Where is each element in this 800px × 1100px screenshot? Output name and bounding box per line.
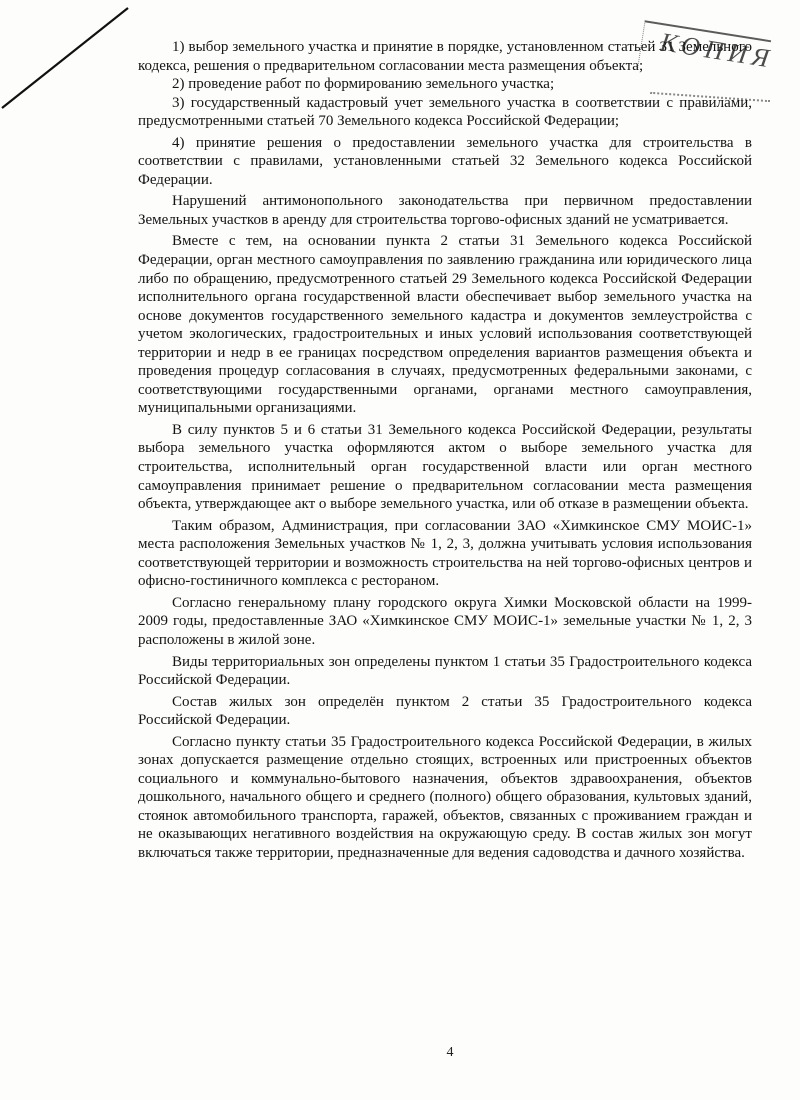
scan-corner-mark bbox=[0, 0, 140, 120]
document-body bbox=[138, 38, 752, 863]
paragraph-administration: Таким образом, Администрация, при согласовании ЗАО «Химкинское СМУ МОИС-1» места расположения Земельных участков № 1, 2, 3, должна учитывать условия использования соответствующей территории и возможность строительства на ней торгово-офисных центров и офисно-гостиничного комплекса с рестораном. bbox=[138, 517, 752, 590]
list-item-2: 2) проведение работ по формированию земельного участка; bbox=[172, 76, 555, 93]
paragraph-article-31-p2: Вместе с тем, на основании пункта 2 статьи 31 Земельного кодекса Российской Федерации, орган местного самоуправления по заявлению гражданина или юридического лица либо по обращению, предусмотренного статьей 29 Земельного кодекса Российской Федерации исполнительного органа государственной власти обеспечивает выбор земельного участка на основе документов государственного земельного кадастра и документов землеустройства с учетом экологических, градостроительных и иных условий использования соответствующей территории и недр в ее границах посредством определения вариантов размещения объекта и проведения процедур согласования в случаях, предусмотренных федеральными законами, с соответствующими государственными органами, органами местного самоуправления, муниципальными организациями. bbox=[138, 233, 752, 417]
paragraph-zone-types: Виды территориальных зон определены пунктом 1 статьи 35 Градостроительного кодекса Российской Федерации. bbox=[138, 653, 752, 689]
copy-stamp: КОПИЯ bbox=[637, 20, 771, 89]
paragraph-residential-zones: Состав жилых зон определён пунктом 2 статьи 35 Градостроительного кодекса Российской Федерации. bbox=[138, 693, 752, 729]
page-number: 4 bbox=[446, 1045, 454, 1060]
paragraph-general-plan: Согласно генеральному плану городского округа Химки Московской области на 1999-2009 годы, предоставленные ЗАО «Химкинское СМУ МОИС-1» земельные участки № 1, 2, 3 расположены в жилой зоне. bbox=[138, 594, 752, 648]
list-item-1: 1) выбор земельного участка и принятие в порядке, установленном статьей 31 Земельного кодекса, решения о предварительном согласовании места размещения объекта; bbox=[138, 39, 752, 74]
list-item-3: 3) государственный кадастровый учет земельного участка в соответствии с правилами, предусмотренными статьей 70 Земельного кодекса Российской Федерации; bbox=[138, 94, 752, 130]
paragraph-article-31-p5-6: В силу пунктов 5 и 6 статьи 31 Земельного кодекса Российской Федерации, результаты выбора земельного участка оформляются актом о выборе земельного участка для строительства, исполнительный орган государственной власти или орган местного самоуправления принимает решение о предварительном согласовании места размещения объекта, утверждающее акт о выборе земельного участка, или об отказе в размещении объекта. bbox=[138, 421, 752, 513]
paragraph-allowed-objects: Согласно пункту статьи 35 Градостроительного кодекса Российской Федерации, в жилых зонах допускается размещение отдельно стоящих, встроенных или пристроенных объектов социального и коммунально-бытового назначения, объектов здравоохранения, объектов дошкольного, начального общего и среднего (полного) общего образования, культовых зданий, стоянок автомобильного транспорта, гаражей, объектов, связанных с проживанием граждан и не оказывающих негативного воздействия на окружающую среду. В состав жилых зон могут включаться также территории, предназначенные для ведения садоводства и дачного хозяйства. bbox=[138, 733, 752, 861]
list-item-4: 4) принятие решения о предоставлении земельного участка для строительства в соответствии с правилами, установленными статьей 32 Земельного кодекса Российской Федерации. bbox=[138, 134, 752, 188]
paragraph-no-violations: Нарушений антимонопольного законодательства при первичном предоставлении Земельных участков в аренду для строительства торгово-офисных зданий не усматривается. bbox=[138, 193, 752, 228]
